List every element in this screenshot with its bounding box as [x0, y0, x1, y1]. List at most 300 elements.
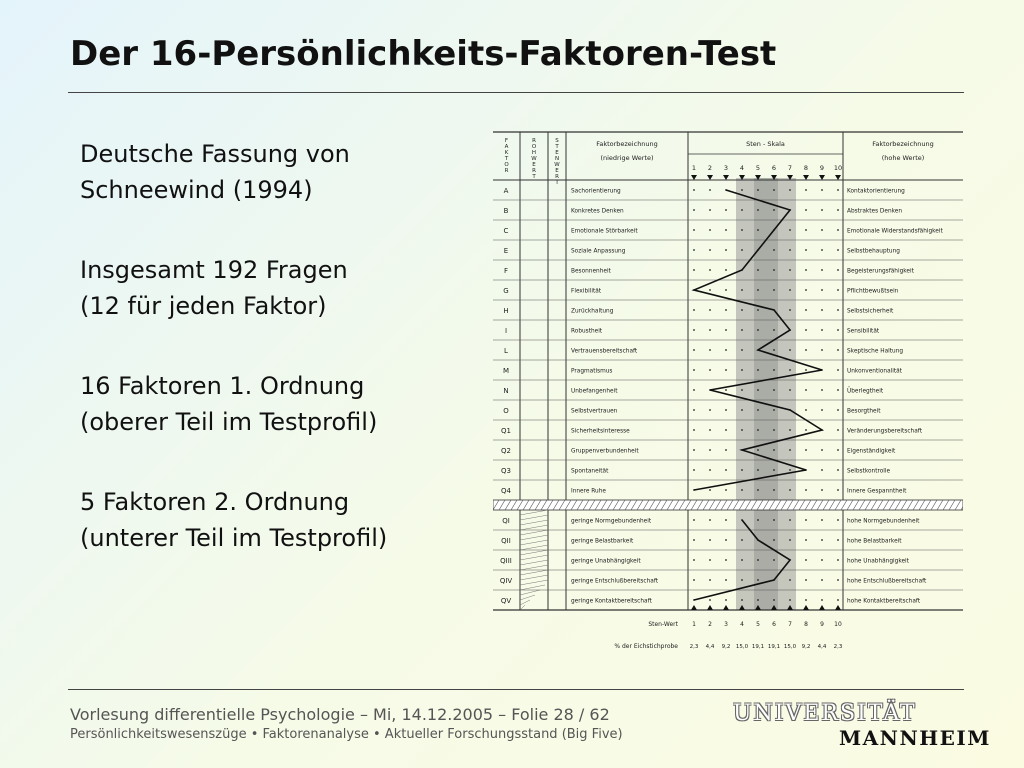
secondary-code: QIII [500, 557, 512, 565]
primary-scale-dot [725, 309, 727, 311]
primary-scale-dot [725, 469, 727, 471]
primary-scale-dot [709, 209, 711, 211]
primary-high-label: Innere Gespanntheit [847, 488, 907, 495]
primary-scale-dot [821, 349, 823, 351]
primary-scale-dot [805, 409, 807, 411]
primary-scale-dot [693, 369, 695, 371]
primary-scale-dot [725, 429, 727, 431]
scale-arrow-down [707, 175, 713, 180]
secondary-scale-dot [805, 559, 807, 561]
primary-scale-dot [741, 249, 743, 251]
primary-code: L [504, 347, 508, 355]
scale-arrow-up [835, 605, 841, 610]
scale-number: 4 [739, 164, 745, 172]
secondary-low-label: geringe Normgebundenheit [571, 518, 652, 525]
primary-scale-dot [837, 189, 839, 191]
header-rohwert-letter: R [532, 138, 536, 144]
secondary-high-label: hohe Belastbarkeit [847, 538, 902, 545]
primary-scale-dot [773, 249, 775, 251]
header-stenwert-letter: T [555, 180, 559, 186]
primary-scale-dot [725, 289, 727, 291]
primary-scale-dot [773, 269, 775, 271]
scale-arrow-up [707, 605, 713, 610]
scale-number: 3 [723, 164, 729, 172]
scale-number: 1 [691, 164, 697, 172]
rohwert-hatch [520, 600, 530, 605]
primary-scale-dot [741, 389, 743, 391]
text-line: (unterer Teil im Testprofil) [80, 524, 388, 552]
primary-scale-dot [741, 289, 743, 291]
scale-arrow-up [691, 605, 697, 610]
primary-code: Q4 [501, 487, 511, 495]
primary-scale-dot [725, 329, 727, 331]
primary-scale-dot [837, 389, 839, 391]
footer-divider [68, 689, 964, 690]
primary-scale-dot [757, 449, 759, 451]
primary-scale-dot [725, 209, 727, 211]
primary-high-label: Unkonventionalität [847, 368, 902, 375]
primary-scale-dot [709, 489, 711, 491]
primary-scale-dot [773, 449, 775, 451]
primary-low-label: Soziale Anpassung [571, 248, 626, 255]
scale-arrow-up [819, 605, 825, 610]
primary-scale-dot [837, 209, 839, 211]
secondary-scale-dot [821, 579, 823, 581]
primary-scale-dot [789, 369, 791, 371]
primary-scale-dot [837, 249, 839, 251]
secondary-scale-dot [725, 539, 727, 541]
secondary-high-label: hohe Entschlußbereitschaft [847, 578, 927, 585]
secondary-scale-dot [693, 559, 695, 561]
primary-code: C [503, 227, 509, 235]
primary-scale-dot [773, 489, 775, 491]
primary-scale-dot [693, 189, 695, 191]
secondary-scale-dot [725, 559, 727, 561]
primary-high-label: Selbstkontrolle [847, 468, 891, 475]
logo-line-top: UNIVERSITÄT [733, 701, 917, 726]
secondary-scale-dot [741, 599, 743, 601]
primary-scale-dot [837, 329, 839, 331]
primary-low-label: Pragmatismus [571, 368, 613, 375]
header-rohwert-letter: O [531, 144, 537, 150]
rohwert-hatch [520, 550, 548, 555]
secondary-scale-dot [789, 599, 791, 601]
primary-scale-dot [805, 249, 807, 251]
primary-scale-dot [693, 409, 695, 411]
primary-scale-dot [709, 349, 711, 351]
secondary-code: QI [502, 517, 510, 525]
primary-scale-dot [709, 229, 711, 231]
primary-scale-dot [789, 289, 791, 291]
primary-scale-dot [805, 229, 807, 231]
primary-scale-dot [821, 229, 823, 231]
primary-scale-dot [789, 189, 791, 191]
header-stenwert-letter: W [554, 162, 560, 168]
scale-number: 9 [819, 164, 825, 172]
primary-low-label: Unbefangenheit [571, 388, 618, 395]
primary-low-label: Vertrauensbereitschaft [571, 348, 638, 355]
text-line: Deutsche Fassung von [80, 140, 350, 168]
primary-scale-dot [693, 429, 695, 431]
text-line: (12 für jeden Faktor) [80, 292, 327, 320]
primary-scale-dot [773, 389, 775, 391]
rohwert-hatch [520, 565, 548, 570]
rohwert-hatch [520, 510, 548, 515]
primary-scale-dot [693, 349, 695, 351]
primary-scale-dot [789, 269, 791, 271]
primary-scale-dot [709, 369, 711, 371]
secondary-scale-dot [821, 559, 823, 561]
primary-scale-dot [757, 189, 759, 191]
secondary-scale-dot [709, 519, 711, 521]
primary-low-label: Gruppenverbundenheit [571, 448, 639, 455]
primary-scale-dot [789, 229, 791, 231]
secondary-scale-dot [757, 559, 759, 561]
sten-number: 3 [724, 621, 728, 628]
sten-number: 1 [692, 621, 696, 628]
test-profile-figure [493, 128, 963, 658]
header-stenwert-letter: S [555, 138, 559, 144]
primary-high-label: Abstraktes Denken [847, 208, 903, 215]
secondary-scale-dot [837, 579, 839, 581]
primary-scale-dot [725, 489, 727, 491]
primary-low-label: Sicherheitsinteresse [571, 428, 630, 435]
primary-scale-dot [709, 189, 711, 191]
text-line: 5 Faktoren 2. Ordnung [80, 488, 350, 516]
primary-scale-dot [789, 469, 791, 471]
primary-high-label: Überlegtheit [847, 388, 884, 395]
header-faktor-letter: R [504, 168, 509, 174]
primary-scale-dot [693, 249, 695, 251]
percent-value: 9,2 [801, 644, 811, 650]
primary-code: F [503, 267, 509, 275]
header-right-subtitle: (hohe Werte) [881, 154, 925, 162]
primary-scale-dot [693, 469, 695, 471]
sten-number: 2 [708, 621, 712, 628]
secondary-scale-dot [837, 599, 839, 601]
logo-line-bottom: MANNHEIM [839, 726, 991, 750]
primary-scale-dot [709, 289, 711, 291]
slide-title: Der 16-Persönlichkeits-Faktoren-Test [70, 34, 777, 74]
rohwert-hatch [520, 595, 535, 600]
primary-scale-dot [741, 489, 743, 491]
primary-scale-dot [821, 309, 823, 311]
secondary-scale-dot [805, 599, 807, 601]
primary-scale-dot [821, 469, 823, 471]
rohwert-hatch [520, 530, 548, 535]
sten-number: 7 [788, 621, 792, 628]
primary-scale-dot [725, 389, 727, 391]
rohwert-hatch [520, 545, 548, 550]
secondary-scale-dot [773, 539, 775, 541]
primary-scale-dot [709, 449, 711, 451]
primary-code: Q2 [501, 447, 511, 455]
primary-scale-dot [821, 389, 823, 391]
primary-scale-dot [757, 389, 759, 391]
primary-low-label: Selbstvertrauen [571, 408, 618, 415]
primary-scale-dot [805, 369, 807, 371]
primary-scale-dot [773, 349, 775, 351]
sten-label: Sten-Wert [648, 621, 678, 628]
secondary-scale-dot [821, 539, 823, 541]
primary-scale-dot [821, 249, 823, 251]
header-rohwert-letter: T [532, 174, 536, 180]
title-divider [68, 92, 964, 93]
secondary-scale-dot [805, 579, 807, 581]
primary-scale-dot [725, 449, 727, 451]
primary-scale-dot [837, 409, 839, 411]
primary-scale-dot [709, 469, 711, 471]
secondary-scale-dot [725, 579, 727, 581]
secondary-high-label: hohe Unabhängigkeit [847, 558, 909, 565]
secondary-scale-dot [837, 559, 839, 561]
primary-scale-dot [773, 289, 775, 291]
primary-high-label: Skeptische Haltung [847, 348, 904, 355]
secondary-scale-dot [709, 559, 711, 561]
primary-scale-dot [757, 469, 759, 471]
primary-scale-dot [693, 309, 695, 311]
header-stenwert-letter: E [555, 168, 559, 174]
primary-high-label: Sensibilität [847, 328, 880, 335]
primary-scale-dot [725, 369, 727, 371]
primary-scale-dot [773, 409, 775, 411]
rohwert-hatch [520, 585, 545, 590]
percent-value: 4,4 [817, 644, 827, 650]
primary-scale-dot [837, 229, 839, 231]
rohwert-hatch [520, 535, 548, 540]
text-line: (oberer Teil im Testprofil) [80, 408, 378, 436]
primary-scale-dot [709, 429, 711, 431]
secondary-low-label: geringe Kontaktbereitschaft [571, 598, 652, 605]
percent-value: 9,2 [721, 644, 731, 650]
primary-scale-dot [773, 429, 775, 431]
primary-high-label: Emotionale Widerstandsfähigkeit [847, 228, 943, 235]
secondary-scale-dot [757, 599, 759, 601]
primary-scale-dot [805, 209, 807, 211]
primary-high-label: Kontaktorientierung [847, 188, 905, 195]
rohwert-hatch [520, 515, 548, 520]
primary-scale-dot [757, 289, 759, 291]
sten-number: 10 [834, 621, 842, 628]
header-faktor-letter: K [504, 150, 509, 156]
primary-scale-dot [757, 309, 759, 311]
percent-value: 19,1 [767, 644, 781, 650]
sten-number: 8 [804, 621, 808, 628]
primary-scale-dot [693, 229, 695, 231]
scale-number: 6 [771, 164, 777, 172]
text-line: Insgesamt 192 Fragen [80, 256, 348, 284]
primary-low-label: Spontaneität [571, 468, 609, 475]
slide-text-block [80, 136, 480, 556]
secondary-scale-dot [757, 579, 759, 581]
secondary-scale-dot [741, 579, 743, 581]
header-left-title: Faktorbezeichnung [596, 140, 658, 148]
rohwert-hatch [520, 525, 548, 530]
secondary-scale-dot [821, 519, 823, 521]
header-stenwert-letter: T [555, 144, 559, 150]
primary-scale-dot [725, 349, 727, 351]
secondary-scale-dot [741, 559, 743, 561]
secondary-scale-dot [709, 599, 711, 601]
primary-code: Q1 [501, 427, 511, 435]
header-right-title: Faktorbezeichnung [872, 140, 934, 148]
secondary-scale-dot [773, 599, 775, 601]
primary-scale-dot [789, 389, 791, 391]
primary-scale-dot [773, 189, 775, 191]
secondary-scale-dot [773, 519, 775, 521]
primary-scale-dot [805, 289, 807, 291]
secondary-low-label: geringe Unabhängigkeit [571, 558, 641, 565]
primary-scale-dot [773, 329, 775, 331]
primary-scale-dot [757, 369, 759, 371]
primary-scale-dot [805, 429, 807, 431]
secondary-scale-dot [805, 539, 807, 541]
primary-scale-dot [789, 309, 791, 311]
secondary-scale-dot [837, 519, 839, 521]
rohwert-hatch [520, 580, 548, 585]
secondary-scale-dot [693, 519, 695, 521]
scale-arrow-up [803, 605, 809, 610]
primary-scale-dot [757, 229, 759, 231]
scale-arrow-down [803, 175, 809, 180]
primary-scale-dot [837, 269, 839, 271]
primary-scale-dot [821, 489, 823, 491]
header-scale-title: Sten - Skala [746, 140, 785, 148]
scale-number: 2 [707, 164, 713, 172]
primary-scale-dot [773, 369, 775, 371]
primary-scale-dot [789, 249, 791, 251]
header-faktor-letter: T [504, 156, 509, 162]
secondary-scale-dot [725, 519, 727, 521]
sten-number: 6 [772, 621, 776, 628]
primary-scale-dot [837, 349, 839, 351]
primary-scale-dot [821, 269, 823, 271]
primary-scale-dot [741, 209, 743, 211]
primary-code: O [503, 407, 509, 415]
rohwert-hatch [520, 560, 548, 565]
secondary-scale-dot [709, 579, 711, 581]
primary-scale-dot [821, 409, 823, 411]
secondary-high-label: hohe Normgebundenheit [847, 518, 920, 525]
primary-scale-dot [709, 269, 711, 271]
scale-number: 10 [833, 164, 843, 172]
percent-value: 2,3 [689, 644, 699, 650]
primary-scale-dot [837, 369, 839, 371]
primary-scale-dot [789, 349, 791, 351]
primary-high-label: Begeisterungsfähigkeit [847, 268, 914, 275]
scale-arrow-down [819, 175, 825, 180]
primary-scale-dot [805, 329, 807, 331]
primary-scale-dot [725, 409, 727, 411]
scale-arrow-down [691, 175, 697, 180]
primary-scale-dot [693, 209, 695, 211]
header-rohwert-letter: E [532, 162, 536, 168]
header-faktor-letter: A [504, 144, 509, 150]
secondary-scale-dot [757, 519, 759, 521]
percent-value: 4,4 [705, 644, 715, 650]
header-left-subtitle: (niedrige Werte) [600, 154, 654, 162]
primary-scale-dot [773, 209, 775, 211]
primary-scale-dot [757, 489, 759, 491]
rohwert-hatch [520, 605, 525, 610]
primary-scale-dot [757, 269, 759, 271]
primary-scale-dot [693, 269, 695, 271]
primary-scale-dot [837, 429, 839, 431]
primary-scale-dot [709, 309, 711, 311]
percent-label: % der Eichstichprobe [614, 643, 678, 650]
primary-scale-dot [741, 349, 743, 351]
sten-number: 9 [820, 621, 824, 628]
secondary-scale-dot [693, 539, 695, 541]
secondary-scale-dot [821, 599, 823, 601]
primary-code: M [502, 367, 510, 375]
primary-scale-dot [789, 429, 791, 431]
primary-low-label: Innere Ruhe [571, 488, 606, 495]
scale-arrow-down [835, 175, 841, 180]
primary-low-label: Besonnenheit [571, 268, 611, 275]
primary-scale-dot [821, 189, 823, 191]
primary-code: N [503, 387, 509, 395]
primary-high-label: Selbstbehauptung [847, 248, 900, 255]
text-line: 16 Faktoren 1. Ordnung [80, 372, 365, 400]
scale-arrow-down [723, 175, 729, 180]
secondary-scale-dot [741, 539, 743, 541]
primary-scale-dot [741, 189, 743, 191]
primary-scale-dot [709, 249, 711, 251]
sten-number: 4 [740, 621, 744, 628]
secondary-scale-dot [789, 519, 791, 521]
secondary-scale-dot [789, 539, 791, 541]
primary-scale-dot [741, 429, 743, 431]
primary-high-label: Besorgtheit [847, 408, 881, 415]
rohwert-hatch [520, 555, 548, 560]
primary-code: A [503, 187, 509, 195]
primary-scale-dot [789, 489, 791, 491]
primary-scale-dot [709, 409, 711, 411]
header-stenwert-letter: N [554, 156, 560, 162]
test-profile-svg [493, 128, 963, 658]
rohwert-hatch [520, 520, 548, 525]
primary-scale-dot [725, 269, 727, 271]
primary-scale-dot [805, 189, 807, 191]
primary-low-label: Zurückhaltung [571, 308, 614, 315]
primary-scale-dot [837, 489, 839, 491]
primary-scale-dot [693, 329, 695, 331]
primary-code: I [504, 327, 508, 335]
text-line: Schneewind (1994) [80, 176, 313, 204]
rohwert-hatch [520, 575, 548, 580]
primary-scale-dot [821, 289, 823, 291]
secondary-scale-dot [725, 599, 727, 601]
secondary-code: QII [501, 537, 511, 545]
primary-high-label: Pflichtbewußtsein [847, 288, 899, 295]
scale-arrow-up [723, 605, 729, 610]
primary-high-label: Eigenständigkeit [847, 448, 896, 455]
secondary-high-label: hohe Kontaktbereitschaft [847, 598, 921, 605]
primary-scale-dot [837, 289, 839, 291]
primary-low-label: Konkretes Denken [571, 208, 624, 215]
secondary-code: QV [500, 597, 512, 605]
primary-scale-dot [693, 449, 695, 451]
primary-code: B [503, 207, 509, 215]
primary-scale-dot [741, 369, 743, 371]
primary-low-label: Sachorientierung [571, 188, 621, 195]
primary-scale-dot [773, 469, 775, 471]
primary-scale-dot [805, 269, 807, 271]
scale-number: 8 [803, 164, 809, 172]
secondary-code: QIV [499, 577, 513, 585]
secondary-scale-dot [837, 539, 839, 541]
